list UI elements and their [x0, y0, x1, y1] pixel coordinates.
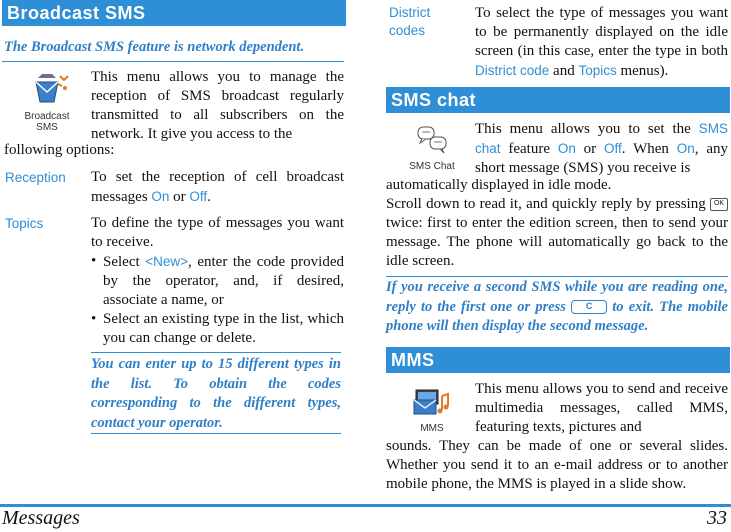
- broadcast-sms-header: Broadcast SMS: [2, 0, 346, 26]
- sms-chat-reply-paragraph: Scroll down to read it, and quickly reply by pressing OK twice: first to enter the edition screen, then to send your message. The phone will automatically go back to the idle screen.: [386, 196, 728, 269]
- sms-chat-off-option: Off: [604, 141, 622, 156]
- reception-on-option: On: [151, 189, 170, 204]
- sms-chat-on-option: On: [557, 141, 576, 156]
- footer-section-title: Messages: [2, 507, 80, 529]
- sms-chat-keyword: SMS chat: [475, 121, 728, 156]
- reception-term: Reception: [5, 170, 66, 185]
- topics-description: To define the type of messages you want to receive.: [91, 215, 344, 250]
- topics-bullets: [91, 252, 344, 348]
- broadcast-sms-icon: [16, 72, 78, 133]
- district-codes-description: To select the type of messages you want to be permanently displayed on the idle screen (in this case, enter the type in both District code and Topics menus).: [475, 5, 728, 79]
- network-dependent-note: The Broadcast SMS feature is network dependent.: [4, 39, 305, 55]
- mms-header: MMS: [386, 347, 730, 373]
- reception-description: To set the reception of cell broadcast messages On or Off.: [91, 169, 344, 205]
- c-key-icon: C: [571, 300, 607, 314]
- sms-chat-on-option-2: On: [676, 141, 695, 156]
- second-sms-note: If you receive a second SMS while you are reading one, reply to the first one or press C to exit. The mobile phone will then display the second message.: [386, 279, 728, 334]
- district-codes-term: District codes: [389, 5, 431, 38]
- reception-off-option: Off: [189, 189, 208, 204]
- sms-chat-intro: This menu allows you to set the SMS chat feature On or Off. When On, any short message (SMS) you receive is: [475, 121, 728, 176]
- topics-keyword: Topics: [578, 63, 617, 78]
- topics-note: You can enter up to 15 different types in the list. To obtain the codes corresponding to the different types, contact your operator.: [91, 356, 341, 431]
- sms-chat-header: SMS chat: [386, 87, 730, 113]
- ok-key-icon: OK: [710, 198, 728, 211]
- second-sms-note-rule: [386, 276, 728, 277]
- district-code-keyword: District code: [475, 63, 550, 78]
- mms-icon-caption: MMS: [420, 423, 444, 434]
- broadcast-intro: This menu allows you to manage the reception of SMS broadcast regularly transmitted to all subscribers on the network. It give you access to the: [91, 69, 344, 142]
- broadcast-sms-icon-caption: Broadcast SMS: [24, 111, 70, 133]
- page-number: 33: [707, 507, 727, 529]
- mms-icon: [412, 388, 452, 434]
- mms-description: sounds. They can be made of one or several slides. Whether you send it to an e-mail address or to another mobile phone, the MMS is played in a slide show.: [386, 438, 728, 492]
- list-item: • Select an existing type in the list, which you can change or delete.: [91, 310, 344, 348]
- footer-rule: [0, 504, 731, 507]
- topics-term: Topics: [5, 216, 44, 231]
- broadcast-intro-rest: following options:: [4, 142, 115, 158]
- mms-intro: This menu allows you to send and receive multimedia messages, called MMS, featuring texts, pictures and: [475, 381, 728, 435]
- topics-note-top-rule: [91, 352, 341, 353]
- list-item: • Select <New>, enter the code provided by the operator, and, if desired, associate a name, or: [91, 252, 344, 310]
- sms-chat-icon-caption: SMS Chat: [409, 161, 455, 172]
- sms-chat-intro-rest: automatically displayed in idle mode.: [386, 177, 612, 193]
- topics-note-bottom-rule: [91, 433, 341, 434]
- sms-chat-icon: [404, 124, 460, 170]
- new-keyword: <New>: [145, 254, 189, 269]
- note-rule: [2, 61, 344, 62]
